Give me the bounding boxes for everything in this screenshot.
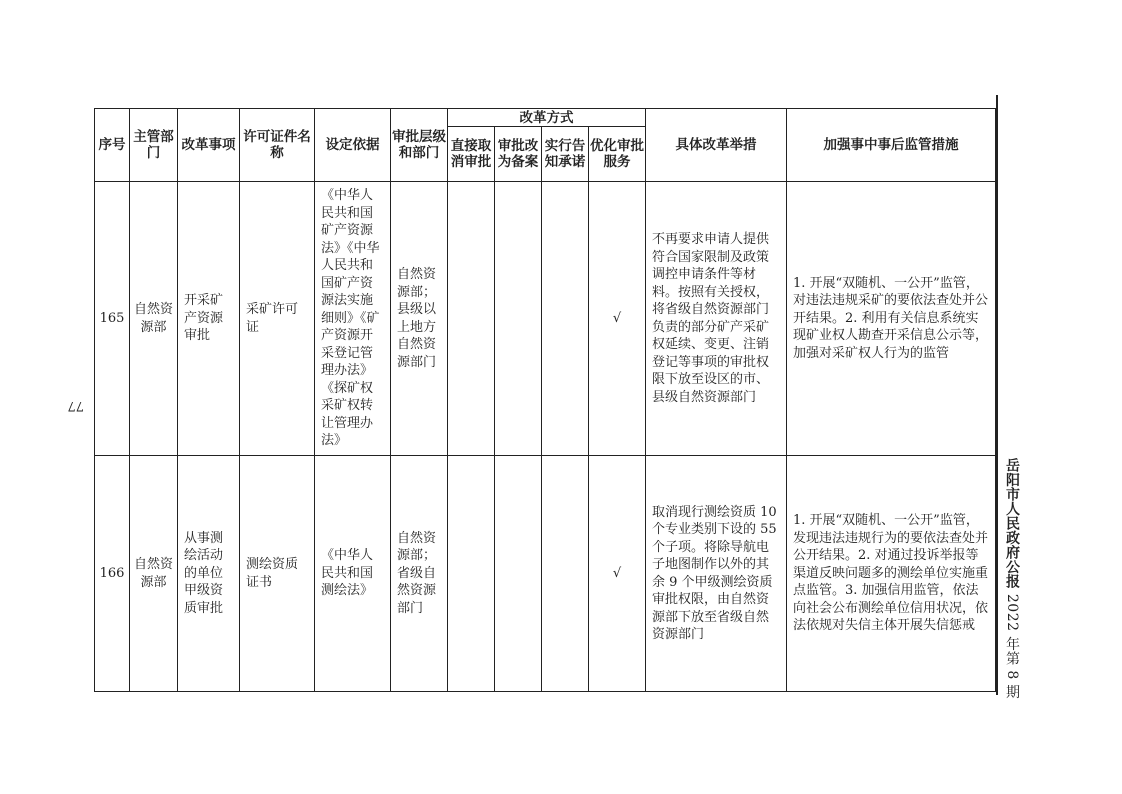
header-reform-promise: 实行告知承诺 [542, 127, 589, 182]
cell-reform-file [495, 182, 542, 456]
table-row [95, 456, 996, 692]
cell-seq: 165 [95, 182, 130, 456]
header-license: 许可证件名称 [240, 109, 315, 182]
cell-reform-cancel [448, 456, 495, 692]
cell-reform-optimize: √ [589, 182, 646, 456]
header-item: 改革事项 [178, 109, 240, 182]
header-reform-file: 审批改为备案 [495, 127, 542, 182]
cell-reform-cancel [448, 182, 495, 456]
header-measures: 具体改革举措 [646, 109, 787, 182]
cell-measures: 取消现行测绘资质 10 个专业类别下设的 55 个子项。将除导航电子地图制作以外的其余 9 个甲级测绘资质审批权限，由自然资源部下放至省级自然资源部门 [646, 456, 787, 692]
header-level: 审批层级和部门 [391, 109, 448, 182]
cell-item: 开采矿产资源审批 [178, 182, 240, 456]
cell-level: 自然资源部；省级自然资源部门 [391, 456, 448, 692]
header-reform-cancel: 直接取消审批 [448, 127, 495, 182]
cell-reform-promise [542, 182, 589, 456]
cell-license: 测绘资质证书 [240, 456, 315, 692]
cell-level: 自然资源部；县级以上地方自然资源部门 [391, 182, 448, 456]
cell-supervision: 1. 开展“双随机、一公开”监管，对违法违规采矿的要依法查处并公开结果。2. 利用有关信息系统实现矿业权人勘查开采信息公示等，加强对采矿权人行为的监管 [787, 182, 996, 456]
cell-dept: 自然资源部 [130, 456, 178, 692]
cell-seq: 166 [95, 456, 130, 692]
cell-license: 采矿许可证 [240, 182, 315, 456]
header-dept: 主管部门 [130, 109, 178, 182]
header-reform-optimize: 优化审批服务 [589, 127, 646, 182]
header-reform-group: 改革方式 [448, 109, 646, 127]
cell-reform-promise [542, 456, 589, 692]
issue-number: 2022 年第 8 期 [1004, 593, 1020, 700]
cell-dept: 自然资源部 [130, 182, 178, 456]
cell-reform-file [495, 456, 542, 692]
cell-item: 从事测绘活动的单位甲级资质审批 [178, 456, 240, 692]
cell-measures: 不再要求申请人提供符合国家限制及政策调控申请条件等材料。按照有关授权，将省级自然资源部门负责的部分矿产采矿权延续、变更、注销登记等事项的审批权限下放至设区的市、县级自然资源部门 [646, 182, 787, 456]
publication-name: 岳阳市人民政府公报 [1004, 458, 1020, 589]
page-number: 77 [67, 398, 84, 413]
cell-reform-optimize: √ [589, 456, 646, 692]
margin-rule [996, 95, 998, 695]
cell-basis: 《中华人民共和国测绘法》 [315, 456, 391, 692]
header-supervision: 加强事中事后监管措施 [787, 109, 996, 182]
cell-basis: 《中华人民共和国矿产资源法》《中华人民共和国矿产资源法实施细则》《矿产资源开采登记管理办法》《探矿权采矿权转让管理办法》 [315, 182, 391, 456]
reform-table [94, 108, 996, 692]
cell-supervision: 1. 开展“双随机、一公开”监管，发现违法违规行为的要依法查处并公开结果。2. 对通过投诉举报等渠道反映问题多的测绘单位实施重点监管。3. 加强信用监管，依法向社会公布测绘单位信用状况，依法依规对失信主体开展失信惩戒 [787, 456, 996, 692]
header-basis: 设定依据 [315, 109, 391, 182]
table-row [95, 182, 996, 456]
running-header [1002, 458, 1022, 699]
header-seq: 序号 [95, 109, 130, 182]
